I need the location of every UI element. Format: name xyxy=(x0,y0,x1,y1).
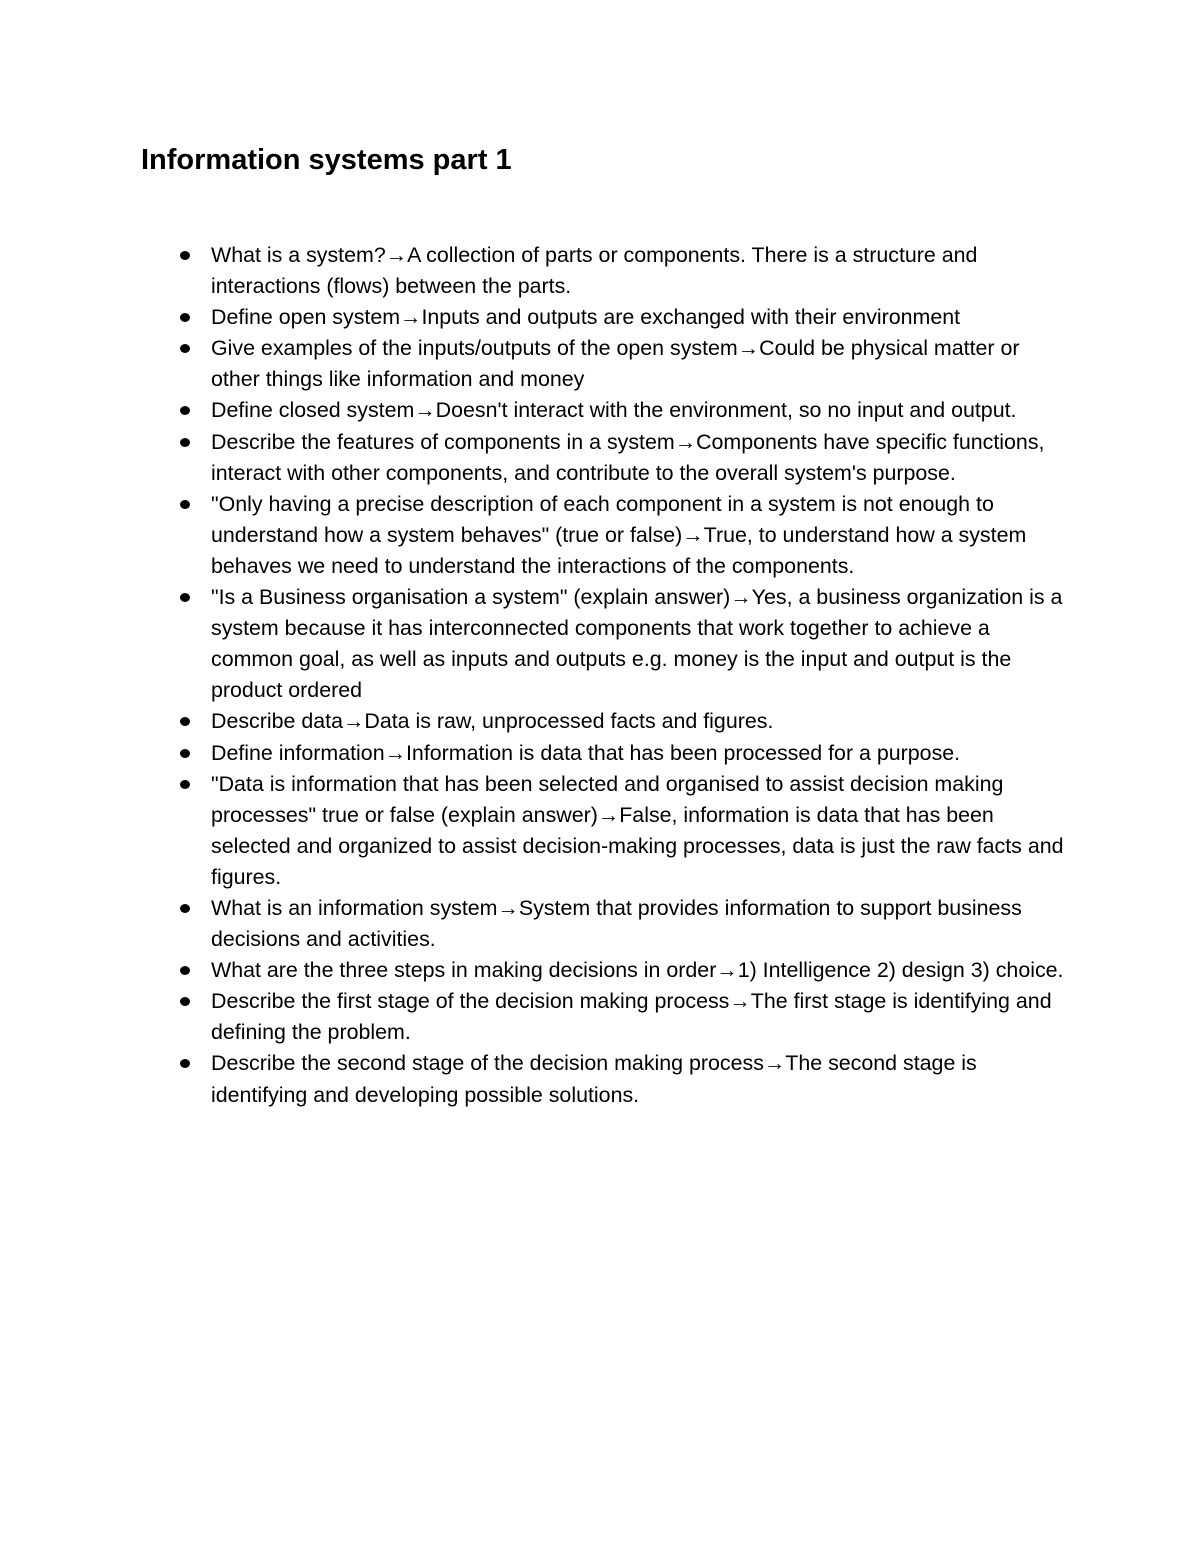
list-item xyxy=(141,955,1071,986)
bullet-icon xyxy=(180,997,190,1006)
list-item xyxy=(141,395,1071,426)
bullet-icon xyxy=(180,780,190,789)
list-item-text: Describe the features of components in a system→Components have specific functions, interact with other components, and contribute to the overall system's purpose. xyxy=(211,429,1045,485)
bullet-icon xyxy=(180,251,190,260)
list-item-text: Define closed system→Doesn't interact with the environment, so no input and output. xyxy=(211,398,1017,423)
list-item xyxy=(141,769,1071,893)
list-item-text: What are the three steps in making decisions in order→1) Intelligence 2) design 3) choice. xyxy=(211,958,1064,983)
bullet-icon xyxy=(180,344,190,353)
list-item-text: What is an information system→System that provides information to support business decisions and activities. xyxy=(211,895,1022,952)
page-title: Information systems part 1 xyxy=(141,144,512,176)
list-item-text: Define information→Information is data that has been processed for a purpose. xyxy=(211,740,961,765)
bullet-icon xyxy=(180,1059,190,1068)
list-item xyxy=(141,986,1071,1048)
list-item xyxy=(141,582,1071,706)
bullet-icon xyxy=(180,904,190,913)
list-item xyxy=(141,489,1071,582)
list-item xyxy=(141,893,1071,955)
list-item xyxy=(141,240,1071,302)
list-item-text: What is a system?→A collection of parts or components. There is a structure and interactions (flows) between the parts. xyxy=(211,243,978,299)
list-item-text: "Is a Business organisation a system" (explain answer)→Yes, a business organization is a system because it has interconnected components that work together to achieve a common goal, as well as inputs and outputs e.g. money is the input and output is the product ordered xyxy=(211,585,1063,703)
bullet-icon xyxy=(180,500,190,509)
list-item xyxy=(141,333,1071,395)
list-item-text: Describe data→Data is raw, unprocessed facts and figures. xyxy=(211,709,774,734)
list-item xyxy=(141,1048,1071,1110)
bullet-icon xyxy=(180,313,190,322)
list-item-text: Give examples of the inputs/outputs of the open system→Could be physical matter or other things like information and money xyxy=(211,336,1020,392)
list-item-text: Describe the second stage of the decision making process→The second stage is identifying and developing possible solutions. xyxy=(211,1051,977,1107)
list-item-text: Define open system→Inputs and outputs are exchanged with their environment xyxy=(211,305,961,330)
list-item xyxy=(141,427,1071,489)
bullet-icon xyxy=(180,717,190,726)
bullet-icon xyxy=(180,593,190,602)
bullet-icon xyxy=(180,438,190,447)
list-item xyxy=(141,738,1071,769)
list-item xyxy=(141,302,1071,333)
list-item xyxy=(141,706,1071,737)
list-item-text: Describe the first stage of the decision making process→The first stage is identifying and defining the problem. xyxy=(211,989,1052,1045)
bullet-icon xyxy=(180,406,190,415)
list-item-text: "Data is information that has been selected and organised to assist decision making processes" true or false (explain answer)→False, information is data that has been selected and organized to assist decision-making processes, data is just the raw facts and figures. xyxy=(211,771,1064,889)
question-answer-list xyxy=(141,240,1071,1111)
list-item-text: "Only having a precise description of each component in a system is not enough to understand how a system behaves" (true or false)→True, to understand how a system behaves we need to understand the interactions of the components. xyxy=(211,491,1027,578)
bullet-icon xyxy=(180,749,190,758)
bullet-icon xyxy=(180,966,190,975)
